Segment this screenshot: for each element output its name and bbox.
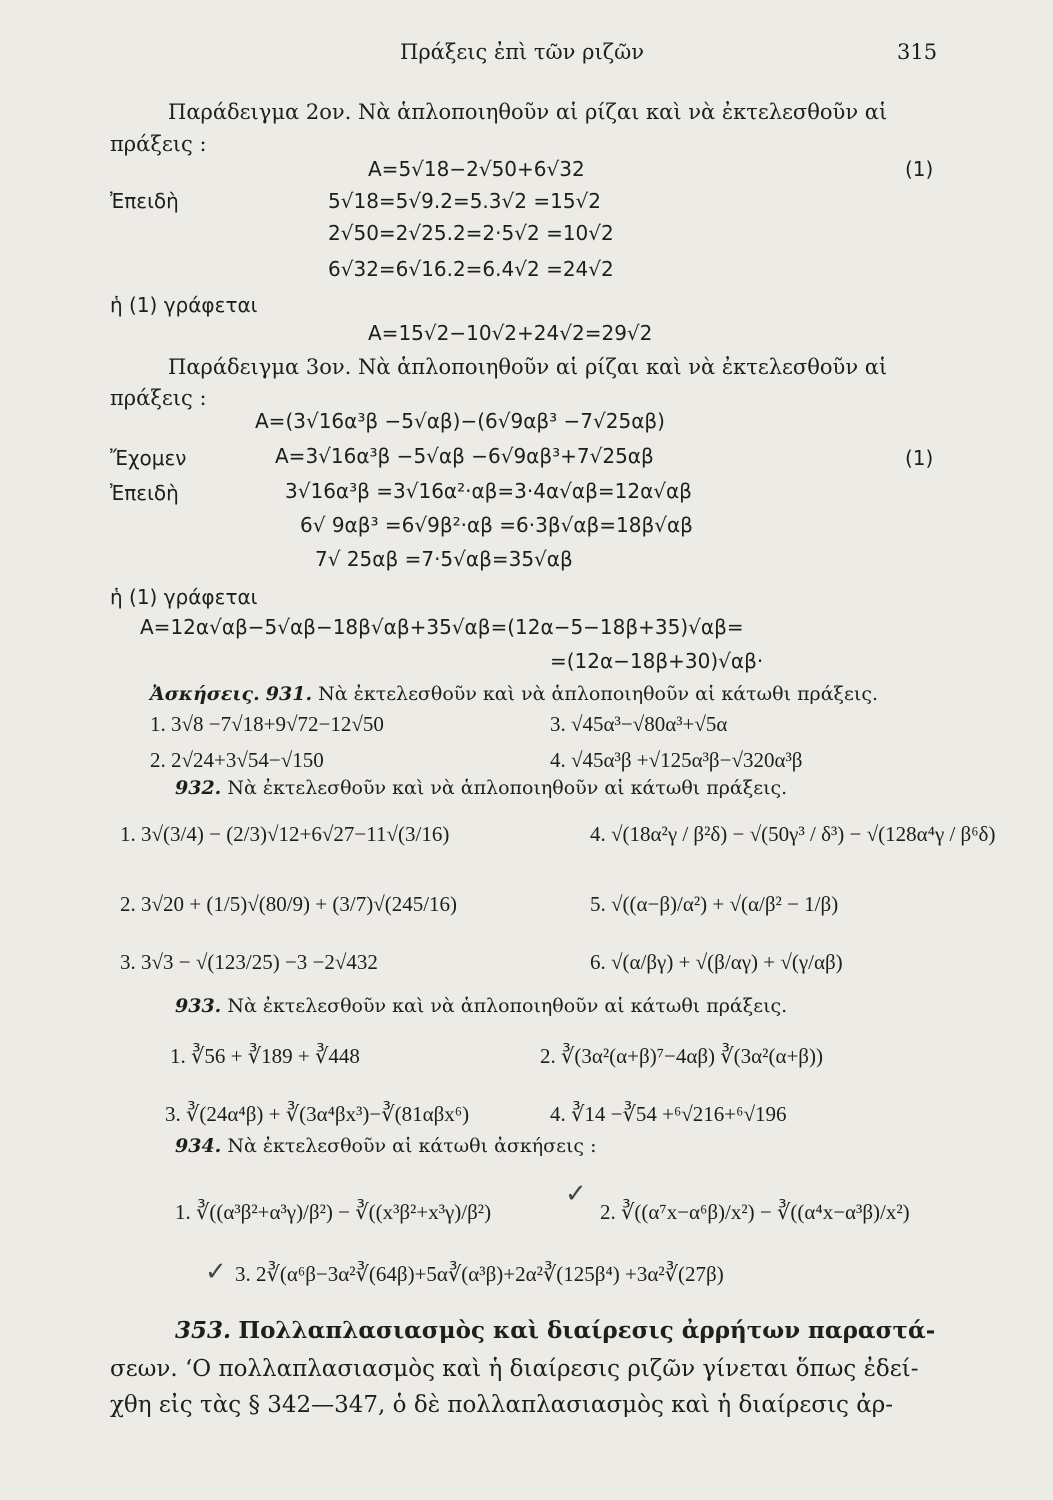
running-title: Πράξεις ἐπὶ τῶν ριζῶν — [400, 40, 644, 64]
exercises-label: Ἀσκήσεις. — [150, 683, 260, 705]
example3-intro-cont: πράξεις : — [110, 386, 207, 410]
exercise-933-text: Νὰ ἐκτελεσθοῦν καὶ νὰ ἁπλοποιηθοῦν αἱ κάτωθι πράξεις. — [227, 995, 788, 1017]
exercise-934-number: 934. — [175, 1135, 222, 1157]
exercise-934-item-1: 1. ∛((α³β²+α³γ)/β²) − ∛((x³β²+x³γ)/β²) — [175, 1200, 492, 1224]
exercise-933-heading — [175, 996, 787, 1018]
example3-eq-tag: (1) — [905, 446, 934, 470]
example3-since-label: Ἐπειδὴ — [110, 481, 179, 505]
exercise-931-item-1: 1. 3√8 −7√18+9√72−12√50 — [150, 712, 384, 736]
exercise-933-item-2: 2. ∛(3α²(α+β)⁷−4αβ) ∛(3α²(α+β)) — [540, 1044, 823, 1068]
section-353-number: 353. — [175, 1317, 232, 1344]
exercise-931-heading — [150, 684, 878, 706]
exercise-934-text: Νὰ ἐκτελεσθοῦν αἱ κάτωθι ἀσκήσεις : — [227, 1135, 597, 1157]
exercise-933-item-4: 4. ∛14 −∛54 +⁶√216+⁶√196 — [550, 1102, 787, 1126]
exercise-932-item-1: 1. 3√(3/4) − (2/3)√12+6√27−11√(3/16) — [120, 822, 450, 846]
example3-expanded: A=3√16α³β −5√αβ −6√9αβ³+7√25αβ — [275, 444, 654, 468]
section-353-heading — [175, 1318, 935, 1344]
exercise-932-text: Νὰ ἐκτελεσθοῦν καὶ νὰ ἁπλοποιηθοῦν αἱ κάτωθι πράξεις. — [227, 777, 788, 799]
example3-equation: A=(3√16α³β −5√αβ)−(6√9αβ³ −7√25αβ) — [255, 409, 665, 433]
exercise-933-number: 933. — [175, 995, 222, 1017]
exercise-933-item-3: 3. ∛(24α⁴β) + ∛(3α⁴βx³)−∛(81αβx⁶) — [165, 1102, 470, 1126]
example3-result-1: A=12α√αβ−5√αβ−18β√αβ+35√αβ=(12α−5−18β+35)√αβ= — [140, 615, 744, 639]
example2-intro: Παράδειγμα 2ον. Νὰ ἁπλοποιηθοῦν αἱ ρίζαι καὶ νὰ ἐκτελεσθοῦν αἱ — [168, 100, 888, 124]
example3-have-label: Ἔχομεν — [110, 446, 187, 470]
example2-result: A=15√2−10√2+24√2=29√2 — [368, 321, 653, 345]
example2-eq-tag: (1) — [905, 157, 934, 181]
exercise-931-text: Νὰ ἐκτελεσθοῦν καὶ νὰ ἁπλοποιηθοῦν αἱ κάτωθι πράξεις. — [318, 683, 878, 705]
section-353-title: Πολλαπλασιασμὸς καὶ διαίρεσις ἀρρήτων παραστά- — [238, 1317, 936, 1344]
example3-result-2: =(12α−18β+30)√αβ· — [550, 649, 764, 673]
section-353-line-2: σεων. ‘Ο πολλαπλασιασμὸς καὶ ἡ διαίρεσις ριζῶν γίνεται ὅπως ἐδεί- — [110, 1356, 919, 1382]
exercise-934-item-2: 2. ∛((α⁷x−α⁶β)/x²) − ∛((α⁴x−α³β)/x²) — [600, 1200, 910, 1224]
example3-becomes-label: ἡ (1) γράφεται — [110, 585, 258, 609]
section-353-line-3: χθη εἰς τὰς § 342—347, ὁ δὲ πολλαπλασιασμὸς καὶ ἡ διαίρεσις ἀρ- — [110, 1392, 894, 1418]
exercise-934-heading — [175, 1136, 596, 1158]
exercise-932-item-6: 6. √(α/βγ) + √(β/αγ) + √(γ/αβ) — [590, 950, 843, 974]
exercise-931-item-3: 3. √45α³−√80α³+√5α — [550, 712, 728, 736]
page-number: 315 — [897, 40, 938, 64]
example3-step-3: 7√ 25αβ =7·5√αβ=35√αβ — [315, 547, 573, 571]
example2-becomes-label: ἡ (1) γράφεται — [110, 293, 258, 317]
exercise-932-item-3: 3. 3√3 − √(123/25) −3 −2√432 — [120, 950, 378, 974]
exercise-931-number: 931. — [265, 683, 313, 705]
exercise-934-item-3: 3. 2∛(α⁶β−3α²∛(64β)+5α∛(α³β)+2α²∛(125β⁴) +3α²∛(27β) — [235, 1262, 724, 1286]
example2-step-2: 2√50=2√25.2=2·5√2 =10√2 — [328, 221, 614, 245]
example2-step-1: 5√18=5√9.2=5.3√2 =15√2 — [328, 189, 602, 213]
exercise-932-item-4: 4. √(18α²γ / β²δ) − √(50γ³ / δ³) − √(128α⁴γ / β⁶δ) — [590, 822, 996, 846]
exercise-931-item-4: 4. √45α³β +√125α³β−√320α³β — [550, 748, 803, 772]
pencil-check-mark: ✓ — [205, 1257, 227, 1287]
exercise-932-item-2: 2. 3√20 + (1/5)√(80/9) + (3/7)√(245/16) — [120, 892, 458, 916]
exercise-932-item-5: 5. √((α−β)/α²) + √(α/β² − 1/β) — [590, 892, 839, 916]
exercise-932-heading — [175, 778, 787, 800]
pencil-check-mark: ✓ — [565, 1179, 587, 1209]
example2-since-label: Ἐπειδὴ — [110, 189, 179, 213]
example2-equation: A=5√18−2√50+6√32 — [368, 157, 585, 181]
exercise-932-number: 932. — [175, 777, 222, 799]
example3-step-2: 6√ 9αβ³ =6√9β²·αβ =6·3β√αβ=18β√αβ — [300, 513, 693, 537]
exercise-933-item-1: 1. ∛56 + ∛189 + ∛448 — [170, 1044, 360, 1068]
example2-intro-cont: πράξεις : — [110, 132, 207, 156]
example2-step-3: 6√32=6√16.2=6.4√2 =24√2 — [328, 257, 614, 281]
exercise-931-item-2: 2. 2√24+3√54−√150 — [150, 748, 324, 772]
example3-intro: Παράδειγμα 3ον. Νὰ ἁπλοποιηθοῦν αἱ ρίζαι καὶ νὰ ἐκτελεσθοῦν αἱ — [168, 355, 888, 379]
example3-step-1: 3√16α³β =3√16α²·αβ=3·4α√αβ=12α√αβ — [285, 479, 692, 503]
